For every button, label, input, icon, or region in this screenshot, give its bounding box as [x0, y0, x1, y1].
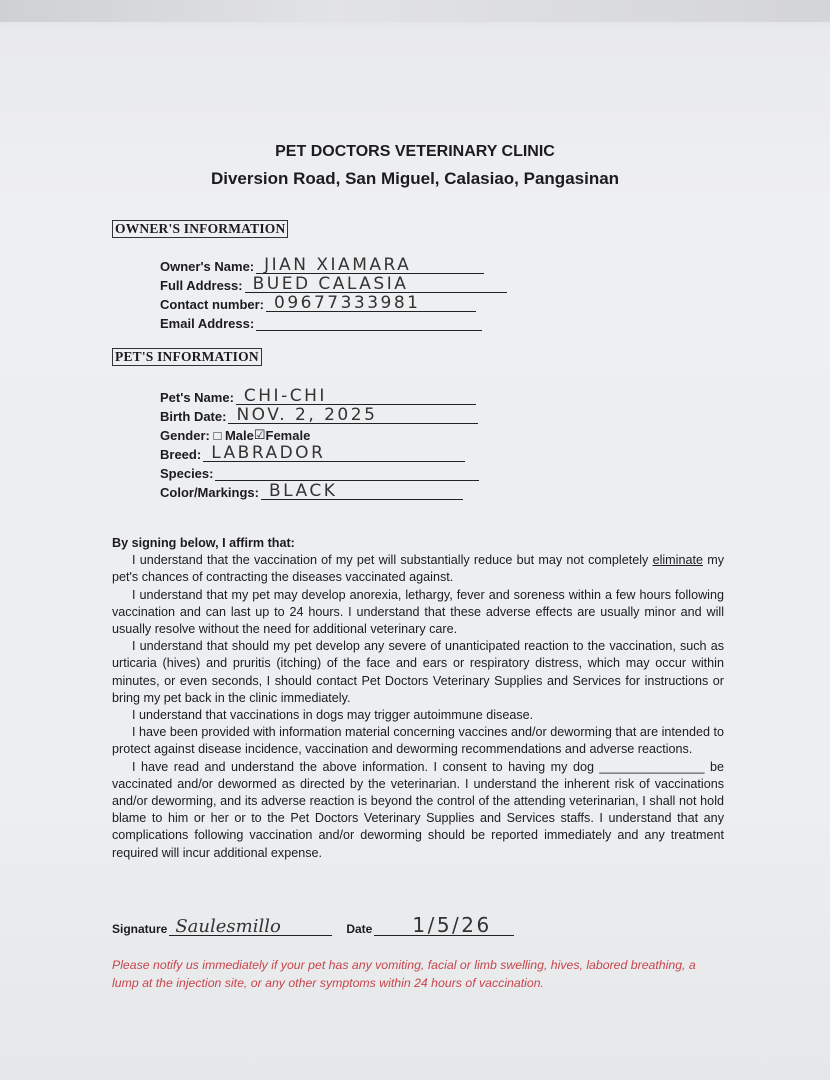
- consent-text: [112, 535, 724, 862]
- contact-number-value: 09677333981: [274, 293, 421, 313]
- male-label: Male: [224, 428, 254, 443]
- owner-name-field[interactable]: [160, 255, 484, 274]
- owner-name-value: JIAN XIAMARA: [264, 255, 412, 275]
- gender-field: [160, 424, 310, 443]
- email-address-field[interactable]: [160, 312, 482, 331]
- color-markings-value: BLACK: [268, 481, 338, 501]
- full-address-label: Full Address:: [160, 278, 243, 293]
- clinic-name: PET DOCTORS VETERINARY CLINIC: [275, 143, 555, 160]
- notification-note: Please notify us immediately if your pet has any vomiting, facial or limb swelling, hives, labored breathing, a lump at the injection site, or any other symptoms within 24 hours of vaccination.: [112, 958, 696, 990]
- species-label: Species:: [160, 466, 214, 481]
- signature-row: [112, 913, 514, 936]
- signature-value: Saulesmillo: [175, 916, 281, 937]
- contact-number-field[interactable]: [160, 293, 476, 312]
- birth-date-value: NOV. 2, 2025: [236, 405, 378, 425]
- consent-paragraph: I understand that vaccinations in dogs may trigger autoimmune disease.: [132, 708, 534, 723]
- underlined-word: eliminate: [652, 553, 703, 568]
- species-field[interactable]: [160, 462, 479, 481]
- birth-date-label: Birth Date:: [160, 409, 227, 424]
- clinic-address: Diversion Road, San Miguel, Calasiao, Pangasinan: [210, 169, 620, 188]
- full-address-field[interactable]: [160, 274, 507, 293]
- photo-edge: [0, 0, 830, 22]
- date-field[interactable]: [374, 913, 514, 936]
- contact-number-label: Contact number:: [160, 297, 264, 312]
- date-label: Date: [346, 922, 373, 936]
- signature-field[interactable]: [169, 913, 332, 936]
- consent-paragraph: I understand that my pet may develop anorexia, lethargy, fever and soreness within a few hours following vaccination and can last up to 24 hours. I understand that these adverse effects are usually minor and will usually resolve without the need for additional veterinary care.: [112, 587, 724, 637]
- consent-paragraph: I have read and understand the above information. I consent to having my dog _______________ be vaccinated and/or dewormed as directed by the veterinarian. I understand the inherent risk of vaccinations and/or deworming, and its adverse reaction is beyond the control of the attending veterinarian, I shall not hold blame to him or her or to the Pet Doctors Veterinary Supplies and Services staffs. I understand that any complications following vaccination and/or deworming should be reported immediately and any treatment required will incur additional expense.: [112, 759, 724, 860]
- consent-paragraph: [112, 552, 724, 586]
- gender-label: Gender:: [160, 428, 210, 443]
- color-markings-label: Color/Markings:: [160, 485, 259, 500]
- consent-paragraph: I have been provided with information material concerning vaccines and/or deworming that are intended to protect against disease incidence, vaccination and deworming recommendations and adverse reactions.: [112, 725, 724, 757]
- pet-name-field[interactable]: [160, 386, 476, 405]
- breed-value: LABRADOR: [211, 443, 326, 463]
- owner-name-label: Owner's Name:: [160, 259, 255, 274]
- male-checkbox[interactable]: □: [213, 428, 222, 443]
- female-label: Female: [265, 428, 311, 443]
- consent-text-part: I understand that the vaccination of my pet will substantially reduce but may not completely: [132, 553, 653, 568]
- birth-date-field[interactable]: [160, 405, 478, 424]
- pet-name-label: Pet's Name:: [160, 390, 234, 405]
- pet-section-title: PET'S INFORMATION: [112, 348, 262, 366]
- pet-name-value: CHI-CHI: [243, 386, 327, 406]
- breed-label: Breed:: [160, 447, 202, 462]
- date-value: 1/5/26: [412, 913, 492, 937]
- signature-label: Signature: [112, 922, 168, 936]
- consent-lead: By signing below, I affirm that:: [112, 536, 295, 550]
- email-address-label: Email Address:: [160, 316, 255, 331]
- consent-text-part: my pet's chances of contracting the diseases vaccinated against.: [112, 553, 724, 585]
- breed-field[interactable]: [160, 443, 465, 462]
- female-checkbox[interactable]: ☑: [253, 427, 266, 442]
- color-markings-field[interactable]: [160, 481, 463, 500]
- consent-paragraph: I understand that should my pet develop any severe of unanticipated reaction to the vaccination, such as urticaria (hives) and pruritis (itching) of the face and ears or respiratory distress, which may occur within minutes, or even seconds, I should contact Pet Doctors Veterinary Supplies and Services for instructions or bring my pet back in the clinic immediately.: [112, 639, 724, 705]
- full-address-value: BUED CALASIA: [252, 274, 409, 294]
- owner-section-title: OWNER'S INFORMATION: [112, 220, 288, 238]
